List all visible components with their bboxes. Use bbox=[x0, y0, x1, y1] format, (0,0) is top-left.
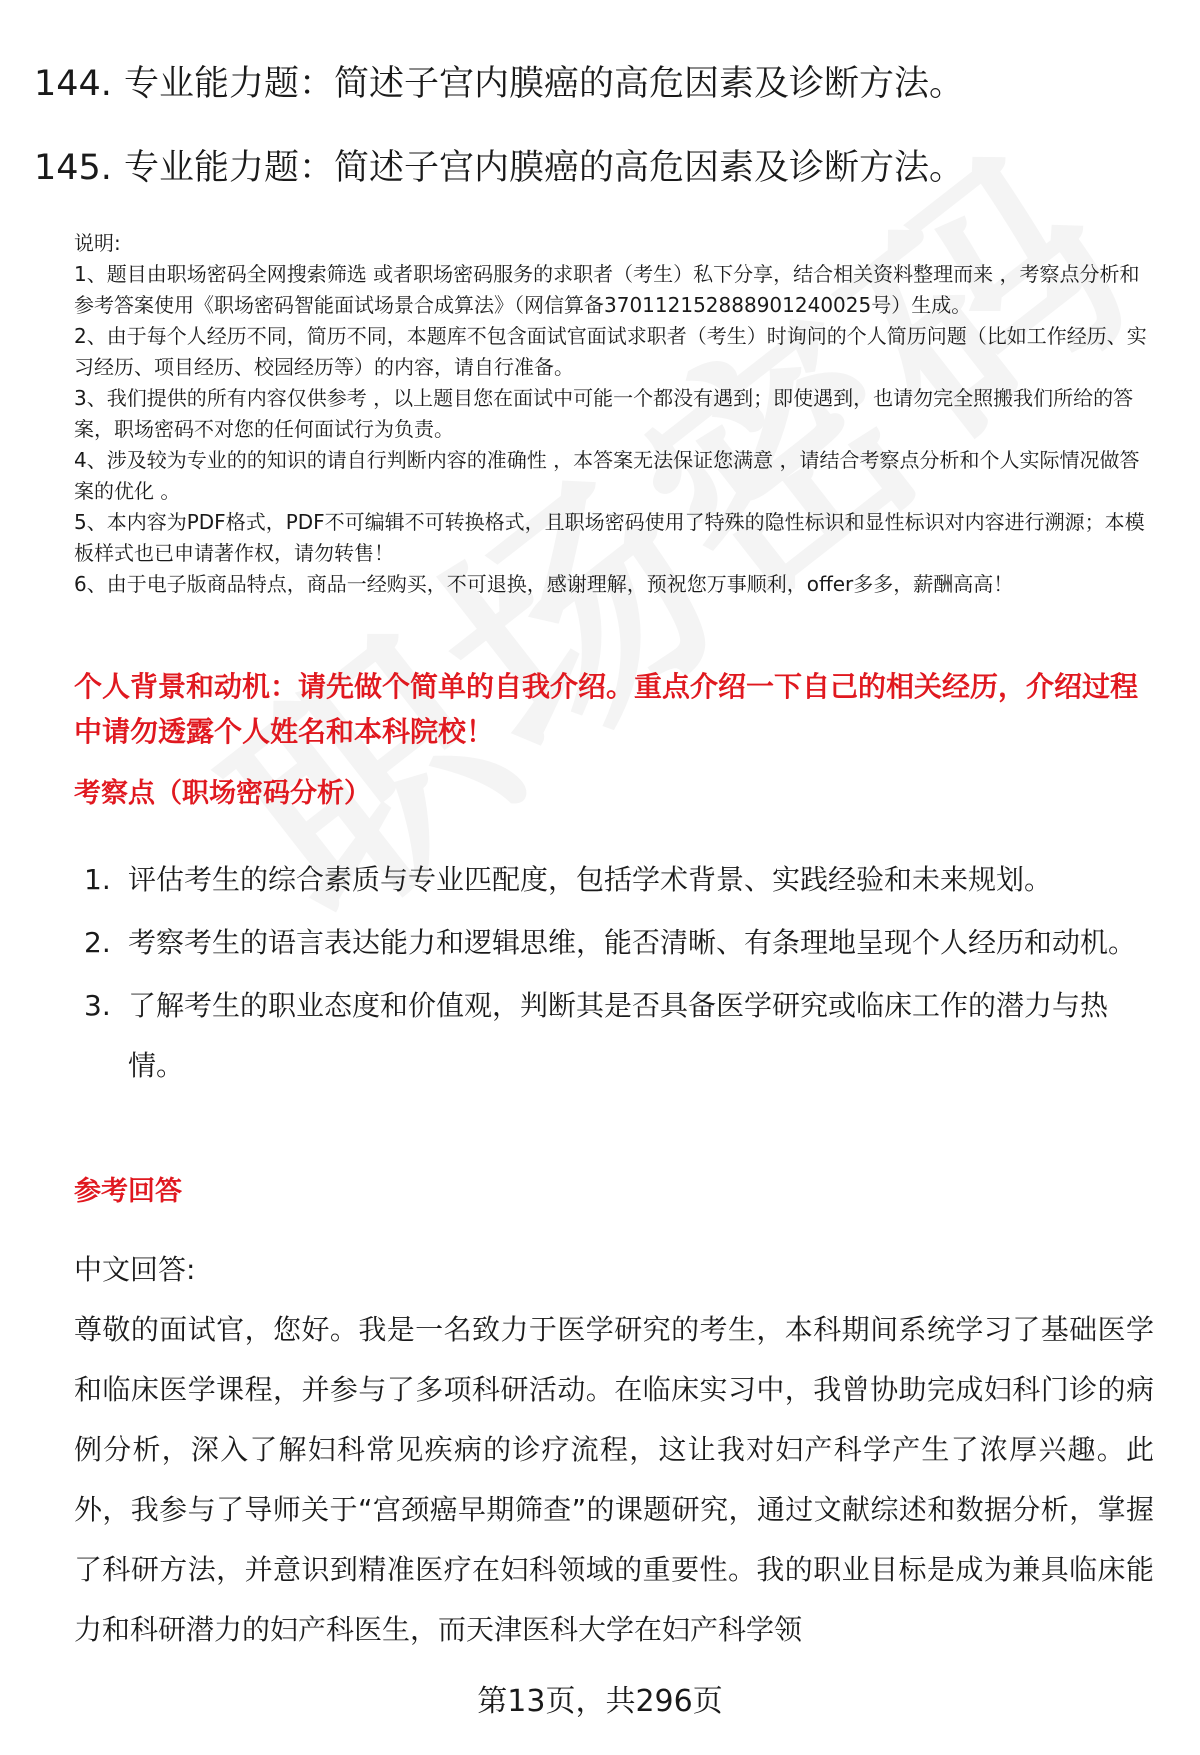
answer-label: 中文回答: bbox=[74, 1253, 196, 1286]
note-item: 1、题目由职场密码全网搜索筛选 或者职场密码服务的求职者（考生）私下分享，结合相关资料整理而来 ，考察点分析和参考答案使用《职场密码智能面试场景合成算法》（网信算备370112152888901240025号）生成。 bbox=[74, 262, 1140, 317]
question-144 bbox=[34, 62, 964, 106]
point-text: 评估考生的综合素质与专业匹配度，包括学术背景、实践经验和未来规划。 bbox=[128, 863, 1053, 896]
notes-heading: 说明: bbox=[74, 231, 121, 255]
note-item: 6、由于电子版商品特点，商品一经购买，不可退换，感谢理解，预祝您万事顺利，offer多多，薪酬高高！ bbox=[74, 572, 1014, 596]
interview-prompt: 个人背景和动机：请先做个简单的自我介绍。重点介绍一下自己的相关经历，介绍过程中请勿透露个人姓名和本科院校！ bbox=[74, 670, 1139, 748]
note-item: 4、涉及较为专业的的知识的请自行判断内容的准确性 ，本答案无法保证您满意 ，请结合考察点分析和个人实际情况做答案的优化 。 bbox=[74, 448, 1140, 503]
list-item bbox=[74, 913, 1154, 973]
question-text: 专业能力题：简述子宫内膜癌的高危因素及诊断方法。 bbox=[124, 148, 965, 188]
point-text: 考察考生的语言表达能力和逻辑思维，能否清晰、有条理地呈现个人经历和动机。 bbox=[128, 926, 1137, 959]
question-number: 145. bbox=[34, 148, 112, 188]
note-item: 3、我们提供的所有内容仅供参考 ，以上题目您在面试中可能一个都没有遇到；即使遇到，也请勿完全照搬我们所给的答案，职场密码不对您的任何面试行为负责。 bbox=[74, 386, 1134, 441]
list-item bbox=[74, 850, 1154, 910]
point-text: 了解考生的职业态度和价值观，判断其是否具备医学研究或临床工作的潜力与热情。 bbox=[128, 989, 1109, 1082]
note-item: 2、由于每个人经历不同，简历不同，本题库不包含面试官面试求职者（考生）时询问的个人简历问题（比如工作经历、实习经历、项目经历、校园经历等）的内容，请自行准备。 bbox=[74, 324, 1147, 379]
question-number: 144. bbox=[34, 64, 112, 104]
note-item: 5、本内容为PDF格式，PDF不可编辑不可转换格式，且职场密码使用了特殊的隐性标识和显性标识对内容进行溯源；本模板样式也已申请著作权，请勿转售！ bbox=[74, 510, 1145, 565]
analysis-points bbox=[74, 850, 1154, 1099]
list-item bbox=[74, 976, 1154, 1096]
question-145 bbox=[34, 146, 964, 190]
point-number: 1. bbox=[84, 863, 111, 896]
point-number: 3. bbox=[84, 989, 111, 1022]
answer-body: 尊敬的面试官，您好。我是一名致力于医学研究的考生，本科期间系统学习了基础医学和临床医学课程，并参与了多项科研活动。在临床实习中，我曾协助完成妇科门诊的病例分析，深入了解妇科常见疾病的诊疗流程，这让我对妇产科学产生了浓厚兴趣。此外，我参与了导师关于“宫颈癌早期筛查”的课题研究，通过文献综述和数据分析，掌握了科研方法，并意识到精准医疗在妇科领域的重要性。我的职业目标是成为兼具临床能力和科研潜力的妇产科医生，而天津医科大学在妇产科学领 bbox=[74, 1313, 1154, 1646]
question-text: 专业能力题：简述子宫内膜癌的高危因素及诊断方法。 bbox=[124, 64, 965, 104]
point-number: 2. bbox=[84, 926, 111, 959]
analysis-heading: 考察点（职场密码分析） bbox=[74, 778, 371, 809]
disclaimer-notes bbox=[74, 228, 1154, 600]
reference-answer bbox=[74, 1240, 1154, 1660]
page-footer: 第13页，共296页 bbox=[477, 1684, 723, 1719]
answer-heading: 参考回答 bbox=[74, 1176, 182, 1207]
